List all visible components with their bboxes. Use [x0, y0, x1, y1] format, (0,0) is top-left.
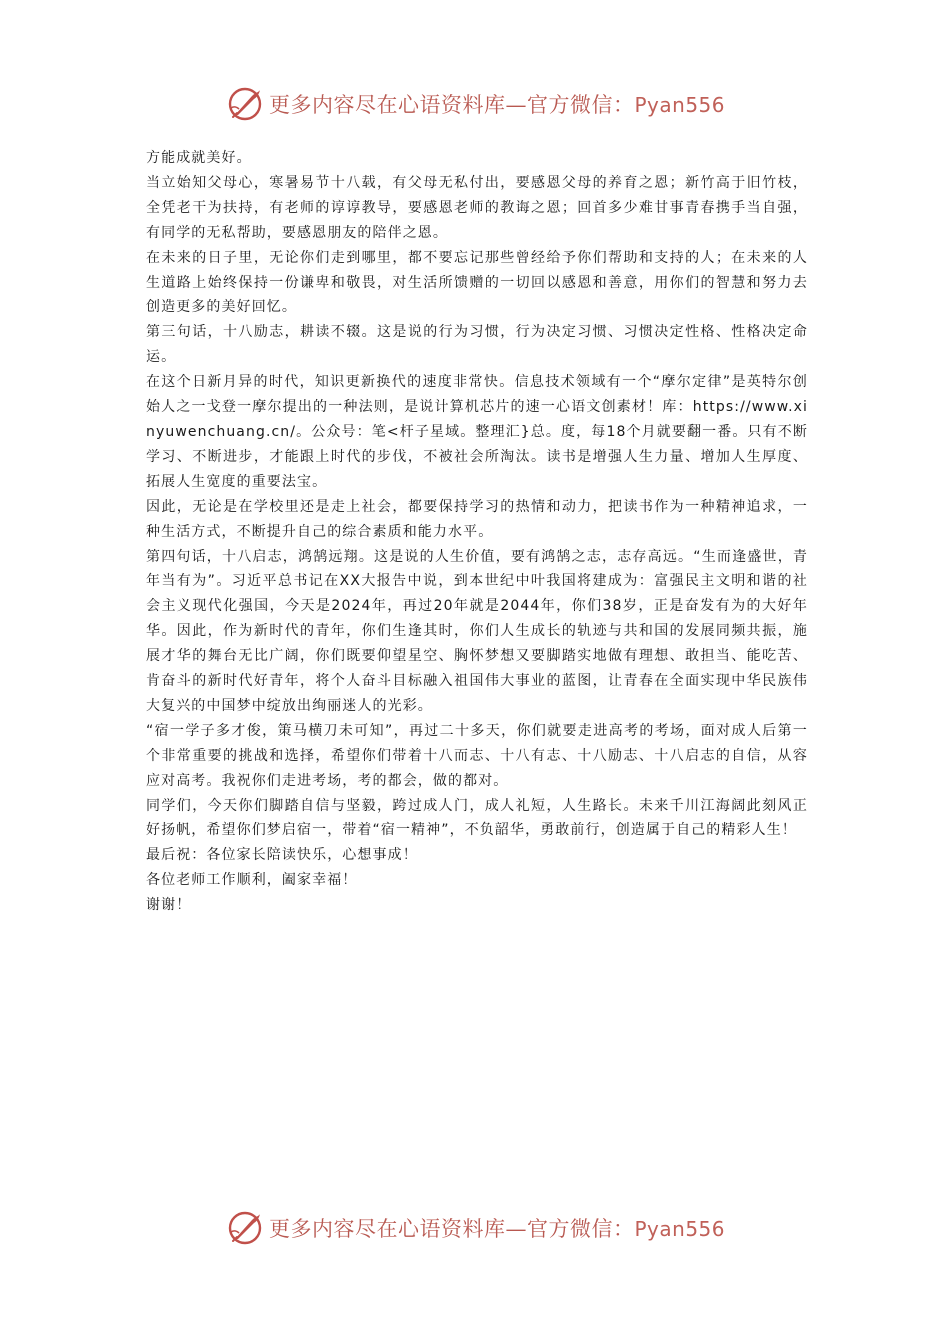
footer-banner-label: 更多内容尽在心语资料库—官方微信：: [268, 1217, 635, 1241]
paragraph-2: 当立始知父母心，寒暑易节十八载，有父母无私付出，要感恩父母的养育之恩；新竹高于旧竹枝，全凭老干为扶持，有老师的谆谆教导，要感恩老师的教诲之恩；回首多少难甘事青春携手当自强，有同学的无私帮助，要感恩朋友的陪伴之恩。: [146, 174, 808, 241]
header-banner-label: 更多内容尽在心语资料库—官方微信：: [268, 93, 635, 117]
footer-banner: [0, 1206, 950, 1250]
paragraph-12: 谢谢！: [146, 897, 192, 914]
header-banner-text: [269, 89, 725, 119]
paragraph-5: 在这个日新月异的时代，知识更新换代的速度非常快。信息技术领域有一个“摩尔定律”是英特尔创始人之一戈登一摩尔提出的一种法则，是说计算机芯片的速一心语文创素材！库：https://www.xinyuwenchuang.cn/。公众号：笔<杆子星域。整理汇}总。度，每18个月就要翻一番。只有不断学习、不断进步，才能跟上时代的步伐，不被社会所淘汰。读书是增强人生力量、增加人生厚度、拓展人生宽度的重要法宝。: [146, 374, 808, 490]
paragraph-11: 各位老师工作顺利，阖家幸福！: [146, 872, 358, 889]
paragraph-3: 在未来的日子里，无论你们走到哪里，都不要忘记那些曾经给予你们帮助和支持的人；在未来的人生道路上始终保持一份谦卑和敬畏，对生活所馈赠的一切回以感恩和善意，用你们的智慧和努力去创造更多的美好回忆。: [146, 249, 808, 316]
header-banner-wechat-id: Pyan556: [634, 93, 725, 117]
header-banner: [0, 82, 950, 126]
paragraph-1: 方能成就美好。: [146, 150, 252, 166]
paragraph-6: 因此，无论是在学校里还是走上社会，都要保持学习的热情和动力，把读书作为一种精神追求，一种生活方式，不断提升自己的综合素质和能力水平。: [146, 498, 808, 540]
paragraph-8: “宿一学子多才俊，策马横刀未可知”，再过二十多天，你们就要走进高考的考场，面对成人后第一个非常重要的挑战和选择，希望你们带着十八而志、十八有志、十八励志、十八启志的自信，从容应对高考。我祝你们走进考场，考的都会，做的都对。: [146, 722, 808, 789]
quill-pen-logo-icon: [225, 1208, 265, 1248]
paragraph-10: 最后祝：各位家长陪读快乐，心想事成！: [146, 847, 418, 864]
quill-pen-logo-icon: [225, 84, 265, 124]
paragraph-9: 同学们，今天你们脚踏自信与坚毅，跨过成人门，成人礼短，人生路长。未来千川江海阔此刻风正好扬帆，希望你们梦启宿一，带着“宿一精神”，不负韶华，勇敢前行，创造属于自己的精彩人生！: [146, 797, 808, 839]
footer-banner-text: [269, 1213, 725, 1243]
paragraph-7: 第四句话，十八启志，鸿鹄远翔。这是说的人生价值，要有鸿鹄之志，志存高远。“生而逢盛世，青年当有为”。习近平总书记在XX大报告中说，到本世纪中叶我国将建成为：富强民主文明和谐的社会主义现代化强国，今天是2024年，再过20年就是2044年，你们38岁，正是奋发有为的大好年华。因此，作为新时代的青年，你们生逢其时，你们人生成长的轨迹与共和国的发展同频共振，施展才华的舞台无比广阔，你们既要仰望星空、胸怀梦想又要脚踏实地做有理想、敢担当、能吃苦、肯奋斗的新时代好青年，将个人奋斗目标融入祖国伟大事业的蓝图，让青春在全面实现中华民族伟大复兴的中国梦中绽放出绚丽迷人的光彩。: [146, 548, 808, 714]
footer-banner-wechat-id: Pyan556: [634, 1217, 725, 1241]
document-body: [146, 146, 808, 918]
paragraph-4: 第三句话，十八励志，耕读不辍。这是说的行为习惯，行为决定习惯、习惯决定性格、性格决定命运。: [146, 324, 808, 366]
